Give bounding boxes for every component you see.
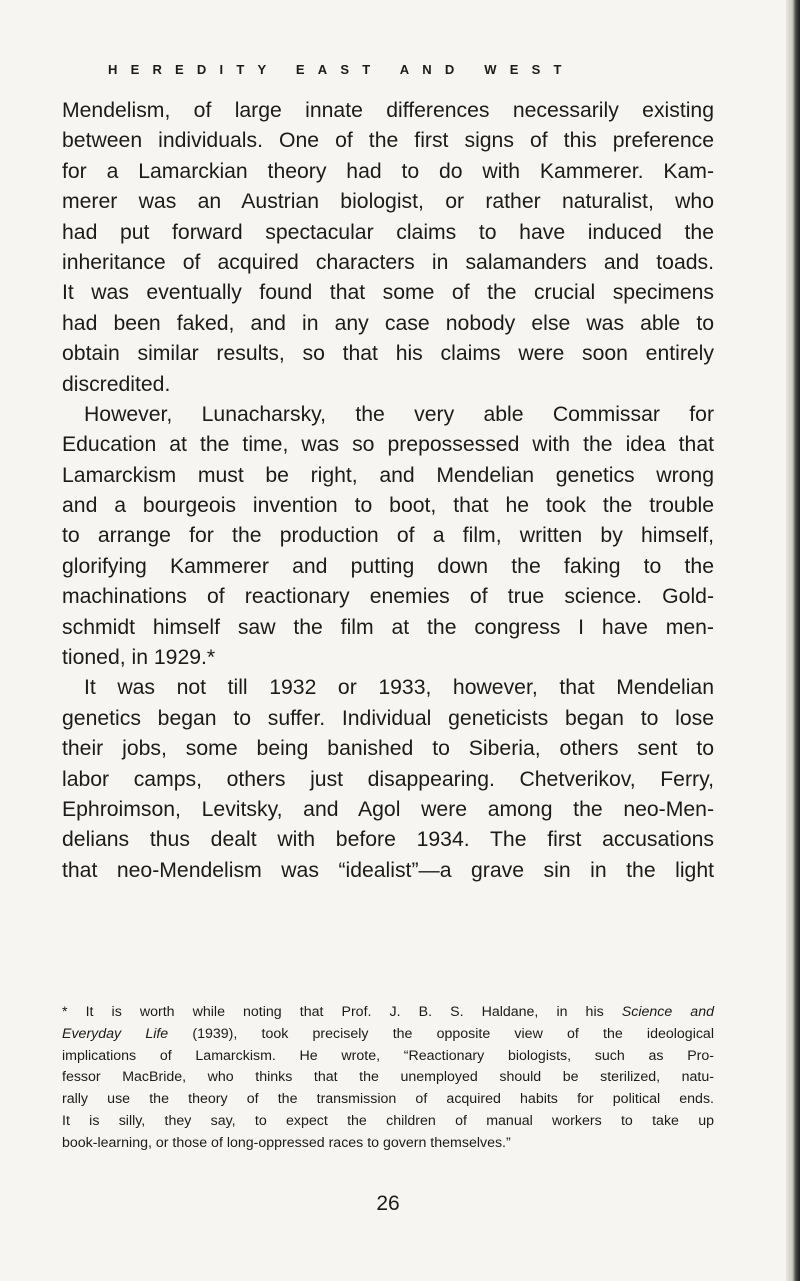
- text-line: machinations of reactionary enemies of true science. Gold-: [62, 585, 714, 609]
- running-head: HEREDITY EAST AND WEST: [108, 62, 575, 77]
- text-line: Ephroimson, Levitsky, and Agol were among the neo-Men-: [62, 797, 714, 821]
- footnote-line: implications of Lamarckism. He wrote, “Reactionary biologists, such as Pro-: [62, 1047, 714, 1064]
- text-line: Lamarckism must be right, and Mendelian genetics wrong: [62, 463, 714, 487]
- text-line: schmidt himself saw the film at the congress I have men-: [62, 615, 714, 639]
- text-line: discredited.: [62, 372, 171, 396]
- text-line: Mendelism, of large innate differences necessarily existing: [62, 99, 714, 122]
- text-line: their jobs, some being banished to Siberia, others sent to: [62, 737, 714, 761]
- text-line: obtain similar results, so that his claims were soon entirely: [62, 342, 714, 366]
- page-number: 26: [376, 1192, 400, 1215]
- text-line: delians thus dealt with before 1934. The first accusations: [62, 828, 714, 852]
- text-line: However, Lunacharsky, the very able Commissar for: [84, 402, 714, 426]
- footnote-line: fessor MacBride, who thinks that the unemployed should be sterilized, natu-: [62, 1069, 714, 1086]
- footnote: [62, 1002, 714, 1155]
- text-line: to arrange for the production of a film, written by himself,: [62, 524, 714, 548]
- text-line: tioned, in 1929.*: [62, 646, 216, 670]
- footnote-line: Everyday Life (1939), took precisely the opposite view of the ideological: [62, 1025, 714, 1042]
- text-line: glorifying Kammerer and putting down the faking to the: [62, 554, 714, 578]
- page-edge-shadow: [786, 0, 800, 1281]
- text-line: inheritance of acquired characters in salamanders and toads.: [62, 250, 714, 274]
- text-line: It was eventually found that some of the crucial specimens: [62, 281, 714, 305]
- text-line: and a bourgeois invention to boot, that he took the trouble: [62, 494, 714, 518]
- text-line: Education at the time, was so prepossessed with the idea that: [62, 433, 714, 457]
- footnote-line: rally use the theory of the transmission of acquired habits for political ends.: [62, 1091, 714, 1108]
- text-line: between individuals. One of the first signs of this preference: [62, 129, 714, 153]
- text-line: for a Lamarckian theory had to do with Kammerer. Kam-: [62, 159, 714, 183]
- text-line: labor camps, others just disappearing. Chetverikov, Ferry,: [62, 767, 714, 791]
- text-line: It was not till 1932 or 1933, however, that Mendelian: [84, 676, 714, 700]
- footnote-line: book-learning, or those of long-oppressed races to govern themselves.”: [62, 1134, 511, 1151]
- body-text: [62, 96, 714, 886]
- text-line: that neo-Mendelism was “idealist”—a grave sin in the light: [62, 858, 714, 882]
- text-line: genetics began to suffer. Individual geneticists began to lose: [62, 706, 714, 730]
- text-line: merer was an Austrian biologist, or rather naturalist, who: [62, 190, 714, 214]
- text-line: had been faked, and in any case nobody else was able to: [62, 311, 714, 335]
- footnote-line: * It is worth while noting that Prof. J. B. S. Haldane, in his Science and: [62, 1004, 714, 1020]
- text-line: had put forward spectacular claims to have induced the: [62, 220, 714, 244]
- footnote-line: It is silly, they say, to expect the children of manual workers to take up: [62, 1112, 714, 1129]
